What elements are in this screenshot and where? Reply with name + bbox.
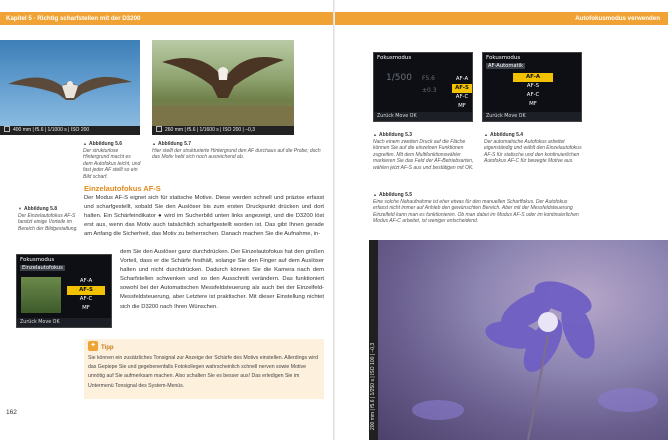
exif-bar-5-5: 200 mm | f5.6 | 1/250 s | ISO 100 | –0,3 — [369, 240, 378, 440]
section-title: Einzelautofokus AF-S — [84, 184, 161, 193]
option-af-a[interactable]: AF-A — [513, 73, 553, 82]
body-paragraph-2: dem Sie den Auslöser ganz durchdrücken. Der Einzelautofokus hat den großen Vorteil, dass er die Schärfe festhält, solange Sie den Finger auf dem Auslöser halten und nicht durchdrücken. Dadurch können Sie die Kamera nach dem Scharfstellen schwenken und so den Ausschnitt verändern. Das funktioniert sowohl bei der Automatischen Messfeldsteuerung als auch bei der Einzelfeld-Messfeldsteuerung, aber Letztere ist praktischer. Mit dieser Einstellung nichtet sich die D3200 nach Ihren Wünschen. — [120, 249, 324, 310]
page-gutter — [333, 0, 335, 440]
exif-bar-5-7: 260 mm | f5.6 | 1/1600 s | ISO 200 | –0,3 — [152, 126, 294, 135]
flower-photo — [378, 240, 668, 440]
camera-icon — [4, 126, 10, 132]
preview-thumbnail — [21, 277, 61, 313]
option-af-c[interactable]: AF-C — [455, 94, 469, 100]
option-af-c[interactable]: AF-C — [526, 92, 540, 98]
header-left: Kapitel 5 · Richtig scharfstellen mit der D3200 — [0, 12, 333, 25]
camera-screen-5-8: Fokusmodus Einzelautofokus AF-A AF-S AF-C MF Zurück Move OK — [16, 254, 112, 328]
body-paragraph-1: Der Modus AF-S eignet sich für statische Motive. Diese werden schnell und präzise erfasst und scharfgestellt, sobald Sie den Auslöser bis zum ersten Druckpunkt drücken und dort halten. Ein Schärfeindikator ● wird im Sucherbild unten links angezeigt, und die D3200 löst erst aus, wenn das Motiv auch tatsächlich scharfgestellt worden ist. Das gibt Ihnen gerade am Anfang die Sicherheit, das Motiv zu beherrschen. Danach machen Sie die Aufnahme, in- — [84, 195, 324, 238]
bird-photo-landing — [152, 40, 294, 126]
header-right: Autofokusmodus verwenden — [335, 12, 668, 25]
caption-5-3: ▲ Abbildung 5.3 Nach einem zweiten Druck auf die Fläche können Sie auf die einzelnen Funktionen zugreifen. Mit dem Multifunktionswähler markieren Sie das Feld der AF-Betriebsarten, wählen jetzt AF-S aus und bestätigen mit OK. — [373, 132, 477, 172]
caption-5-4: ▲ Abbildung 5.4 Der automatische Autofokus arbeitet eigenständig und wählt den Einzelautofokus AF-S für statische und den kontinuierlichen Autofokus AF-C für bewegte Motive aus. — [484, 132, 584, 165]
tip-icon: ✦ — [88, 341, 98, 351]
option-af-a[interactable]: AF-A — [79, 278, 93, 284]
option-mf[interactable]: MF — [82, 305, 90, 311]
caption-5-8: ▼ Abbildung 5.8 Der Einzelautofokus AF-S besitzt einige Vorteile im Bereich der Bildgestaltung. — [18, 206, 78, 232]
option-mf[interactable]: MF — [458, 103, 466, 109]
option-af-s[interactable]: AF-S — [452, 84, 472, 93]
bird-photo-sky — [0, 40, 140, 126]
option-af-a[interactable]: AF-A — [455, 76, 469, 82]
anemone-illustration — [378, 240, 668, 440]
option-af-s[interactable]: AF-S — [67, 286, 105, 295]
caption-5-6: ▲ Abbildung 5.6 Der strukturlose Hintergrund macht es dem Autofokus leicht, und fast jeder AF stellt so ein Bild scharf. — [83, 141, 141, 181]
eagle-illustration — [152, 40, 294, 126]
osprey-illustration — [0, 40, 140, 126]
page-number: 162 — [6, 409, 17, 416]
camera-icon — [156, 126, 162, 132]
caption-5-7: ▲ Abbildung 5.7 Hier stellt der strukturierte Hintergrund den AF durchaus auf die Probe; doch das Motiv hebt sich noch ausreichend ab. — [152, 141, 322, 161]
exif-bar-5-6: 400 mm | f5.6 | 1/1000 s | ISO 200 — [0, 126, 140, 135]
camera-screen-5-4: Fokusmodus AF-Automatik AF-A AF-S AF-C MF Zurück Move OK — [482, 52, 582, 122]
camera-screen-5-3: Fokusmodus 1/500 F5.6 ±0.3 AF-A AF-S AF-C MF Zurück Move OK — [373, 52, 473, 122]
tip-label: Tipp — [101, 345, 114, 351]
tip-text: Sie können ein zusätzliches Tonsignal zur Anzeige der Schärfe des Motivs einstellen. Allerdings wird das Gepiepe Sie und gegebenenfalls Fotokollegen wahrscheinlich schnell nerven sowie Motive unnötig auf Sie aufmerksam machen. Also schalten Sie es besser aus! Das erledigen Sie im Untermenü Tonsignal des System-Menüs. — [88, 355, 319, 389]
option-af-s[interactable]: AF-S — [526, 83, 540, 89]
option-af-c[interactable]: AF-C — [79, 296, 93, 302]
caption-5-5: ▲ Abbildung 5.5 Eine solche Nahaufnahme ist eher etwas für den manuellen Scharffokus. Der Autofokus erfasst nicht immer auf Anhieb den gewünschten Bereich. Aber mit der Messfeldsteuerung Einzelfeld kann man es funktionieren. Ob man dabei im Modus AF-S oder im kontinuierlichen Modus AF-C arbeitet, ist weniger entscheidend. — [373, 192, 583, 225]
option-mf[interactable]: MF — [529, 101, 537, 107]
